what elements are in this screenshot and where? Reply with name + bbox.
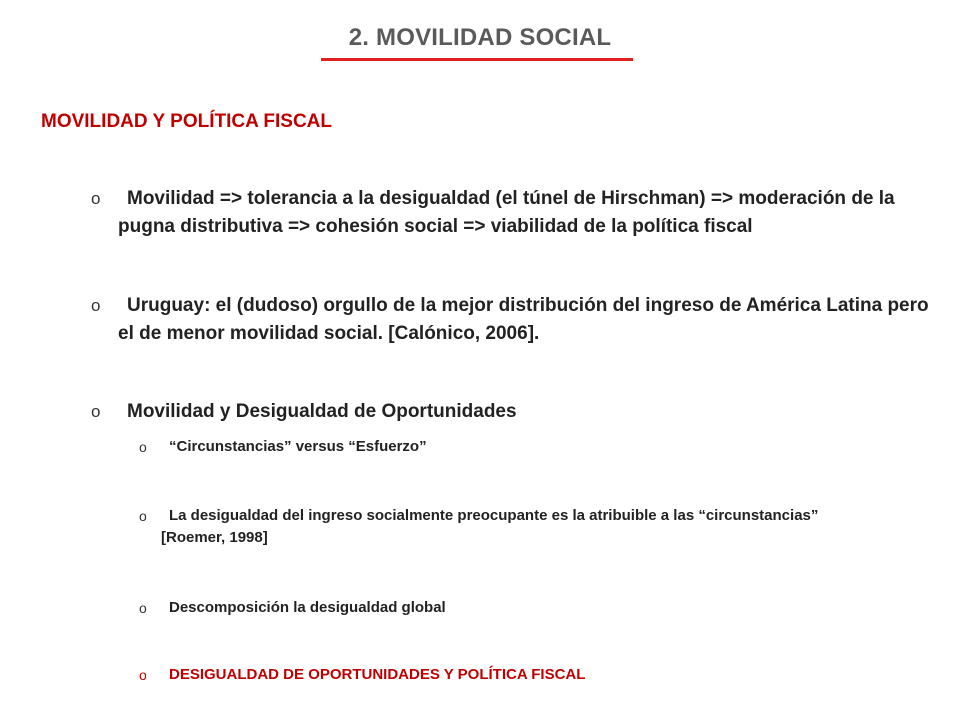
sub-bullet-text: Descomposición la desigualdad global: [169, 599, 446, 616]
bullet-text: Movilidad => tolerancia a la desigualdad (el túnel de Hirschman) => moderación de la pugna distributiva => cohesión social => viabilidad de la política fiscal: [118, 188, 895, 237]
section-heading: MOVILIDAD Y POLÍTICA FISCAL: [41, 111, 332, 132]
bullet-marker: o: [91, 402, 101, 421]
bullet-text: Uruguay: el (dudoso) orgullo de la mejor distribución del ingreso de América Latina pero el de menor movilidad social. [Calónico, 2006].: [118, 295, 929, 344]
bullet-movilidad-oportunidades: [91, 398, 931, 426]
bullet-text: Movilidad y Desigualdad de Oportunidades: [127, 401, 517, 422]
bullet-movilidad-tolerancia: [91, 185, 931, 241]
sub-bullet-marker: o: [139, 600, 147, 616]
slide-title: 2. MOVILIDAD SOCIAL: [348, 24, 612, 51]
bullet-marker: o: [91, 296, 101, 315]
sub-bullet-text: “Circunstancias” versus “Esfuerzo”: [169, 438, 427, 455]
sub-bullet-roemer: [139, 505, 839, 549]
sub-bullet-marker: o: [139, 667, 147, 683]
sub-bullet-text: La desigualdad del ingreso socialmente preocupante es la atribuible a las “circunstancias” [Roemer, 1998]: [161, 507, 819, 546]
bullet-marker: o: [91, 189, 101, 208]
sub-bullet-marker: o: [139, 508, 147, 524]
sub-bullet-marker: o: [139, 439, 147, 455]
sub-bullet-descomposicion: [139, 597, 839, 619]
title-underline: [321, 58, 633, 61]
sub-bullet-text: DESIGUALDAD DE OPORTUNIDADES Y POLÍTICA FISCAL: [169, 666, 586, 683]
bullet-uruguay: [91, 292, 931, 348]
sub-bullet-desigualdad-oportunidades: [139, 664, 839, 686]
sub-bullet-circunstancias: [139, 436, 839, 458]
